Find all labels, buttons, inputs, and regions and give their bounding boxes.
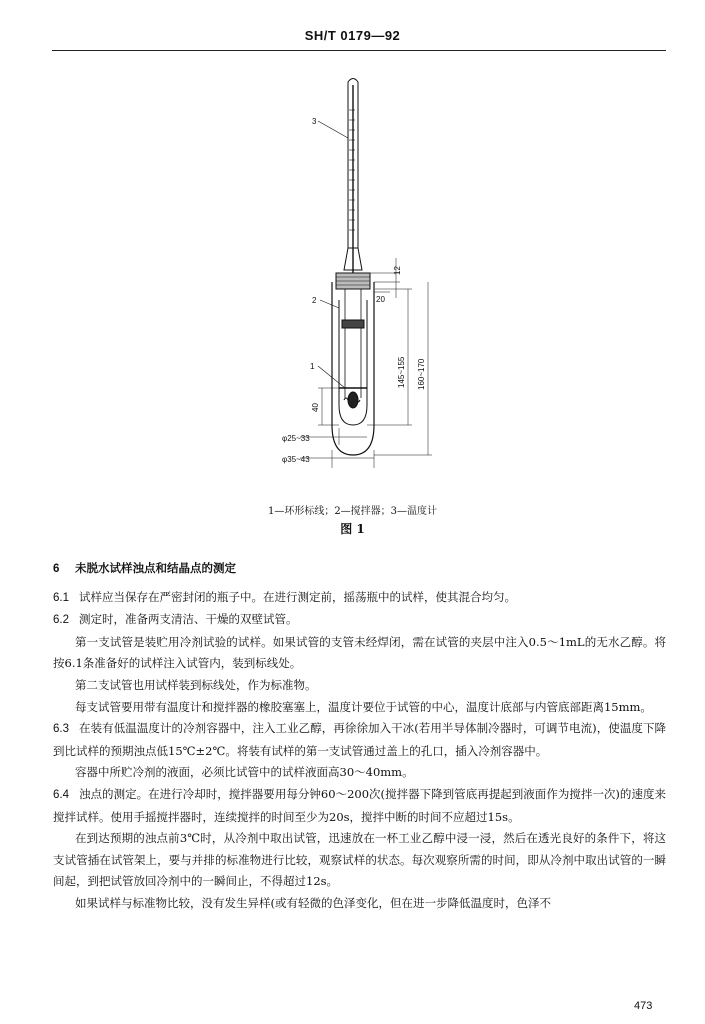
- callout-3: 3: [312, 117, 317, 126]
- section-heading: [53, 558, 666, 581]
- thermometer-bulb: [348, 392, 358, 408]
- callout-1: 1: [310, 362, 315, 371]
- callout-2: 2: [312, 296, 317, 305]
- dim-20: 20: [376, 295, 385, 304]
- paragraph: 第二支试管也用试样装到标线处，作为标准物。: [75, 677, 317, 692]
- paragraph: 容器中所贮冷剂的液面，必须比试管中的试样液面高30～40mm。: [75, 765, 414, 780]
- dim-40: 40: [311, 403, 320, 412]
- paragraph: 在到达预期的浊点前3℃时，从冷剂中取出试管，迅速放在一杯工业乙醇中浸一浸，然后在透光良好的条件下，将这支试管插在试管架上，要与并排的标准物进行比较，观察试样的状态。每次观察所需的时间，即从冷剂中取出试管的一瞬间起，到把试管放回冷剂中的一瞬间止，不得超过12s。: [53, 831, 666, 889]
- paragraph-6-4: 6.4 浊点的测定。在进行冷却时，搅拌器要用每分钟60～200次(搅拌器下降到管底再提起到液面作为搅拌一次)的速度来搅拌试样。使用手摇搅拌器时，连续搅拌的时间至少为20s，搅拌中断的时间不应超过15s。: [53, 786, 666, 824]
- figure-1-apparatus-drawing: [260, 70, 450, 495]
- dim-inner-diameter: φ25~33: [282, 434, 310, 443]
- paragraph-6-2: 6.2 测定时，准备两支清洁、干燥的双壁试管。: [53, 612, 298, 627]
- figure-title: 图 1: [340, 522, 365, 536]
- section-number: 6: [53, 563, 60, 575]
- body-text: [53, 558, 666, 915]
- paragraph: 每支试管要用带有温度计和搅拌器的橡胶塞塞上，温度计要位于试管的中心，温度计底部与内管底部距离15mm。: [75, 699, 652, 714]
- header-rule: [52, 50, 666, 51]
- figure-legend: 1—环形标线；2—搅拌器；3—温度计: [267, 506, 438, 517]
- section-title: 未脱水试样浊点和结晶点的测定: [75, 561, 236, 575]
- stirrer-collar: [342, 320, 364, 328]
- page-header: SH/T 0179—92: [304, 28, 401, 43]
- callout-2-leader: [320, 300, 339, 308]
- paragraph-6-1: 6.1 试样应当保存在严密封闭的瓶子中。在进行测定前，摇荡瓶中的试样，使其混合均匀。: [53, 589, 516, 604]
- dim-160-170: 160~170: [417, 358, 426, 390]
- dim-outer-diameter: φ35~43: [282, 455, 310, 464]
- callout-3-leader: [318, 121, 348, 138]
- paragraph: 第一支试管是装贮用冷剂试验的试样。如果试管的支管未经焊闭，需在试管的夹层中注入0.5～1mL的无水乙醇。将按6.1条准备好的试样注入试管内，装到标线处。: [53, 634, 666, 671]
- dim-12: 12: [393, 266, 402, 275]
- thermometer-scale: [349, 110, 355, 230]
- page-number: 473: [634, 1000, 653, 1012]
- paragraph-6-3: 6.3 在装有低温温度计的冷剂容器中，注入工业乙醇，再徐徐加入干冰(若用半导体制冷器时，可调节电流)，使温度下降到比试样的预期浊点低15℃±2℃。将装有试样的第一支试管通过盖上的孔口，插入冷剂容器中。: [53, 721, 666, 758]
- paragraph: 如果试样与标准物比较，没有发生异样(或有轻微的色泽变化，但在进一步降低温度时，色泽不: [75, 895, 551, 910]
- dim-145-155: 145~155: [397, 356, 406, 388]
